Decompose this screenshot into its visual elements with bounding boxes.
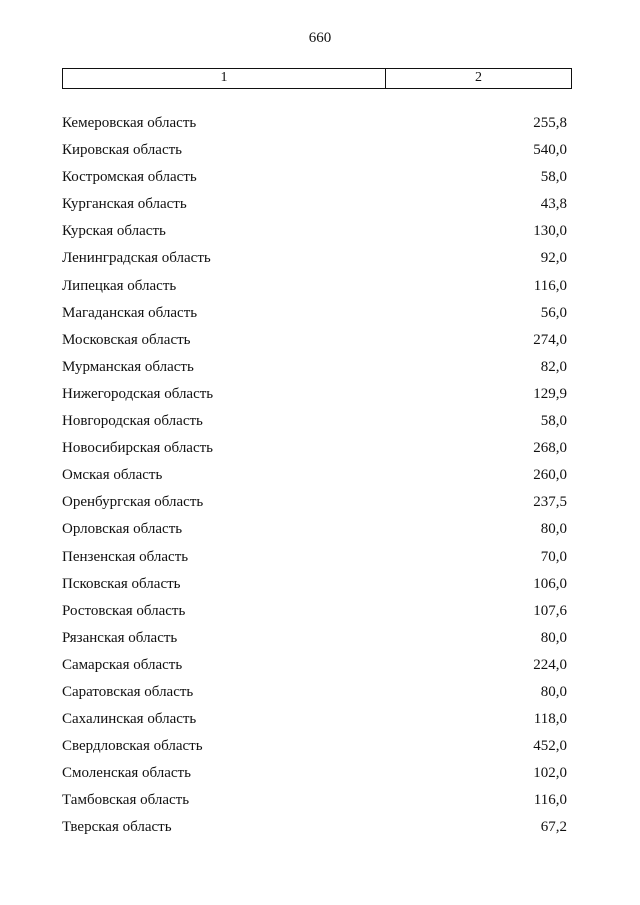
- region-value: 92,0: [540, 250, 567, 267]
- table-row: [62, 303, 567, 330]
- region-value: 58,0: [540, 413, 567, 430]
- region-name: Свердловская область: [62, 738, 203, 755]
- region-value: 56,0: [540, 304, 567, 321]
- region-name: Магаданская область: [62, 304, 198, 321]
- table-row: [62, 194, 567, 221]
- region-value: 540,0: [533, 142, 567, 159]
- region-name: Московская область: [62, 331, 191, 348]
- table-row: [62, 411, 567, 438]
- region-value: 107,6: [533, 602, 567, 619]
- table-row: [62, 492, 567, 519]
- column-header-2: 2: [475, 70, 482, 85]
- region-name: Мурманская область: [62, 358, 194, 375]
- table-row: [62, 736, 567, 763]
- region-name: Новосибирская область: [62, 440, 214, 457]
- region-value: 43,8: [540, 196, 567, 213]
- region-value: 129,9: [533, 385, 567, 402]
- region-value: 80,0: [540, 521, 567, 538]
- table-row: [62, 763, 567, 790]
- region-name: Кемеровская область: [62, 115, 197, 131]
- region-name: Рязанская область: [62, 629, 178, 646]
- table-row: [62, 438, 567, 465]
- region-value: 80,0: [540, 683, 567, 700]
- page-number: 660: [308, 30, 332, 46]
- region-value: 102,0: [533, 765, 567, 782]
- region-value: 268,0: [533, 440, 567, 457]
- region-value: 70,0: [540, 548, 567, 565]
- region-name: Ленинградская область: [62, 250, 211, 267]
- region-value: 130,0: [533, 223, 567, 240]
- region-value: 260,0: [533, 467, 567, 484]
- region-value: 82,0: [540, 358, 567, 375]
- table-header: [62, 68, 572, 89]
- region-name: Смоленская область: [62, 765, 191, 782]
- table-row: [62, 574, 567, 601]
- table-row: [62, 790, 567, 817]
- region-list: [62, 113, 567, 845]
- region-name: Ростовская область: [62, 602, 186, 619]
- region-name: Нижегородская область: [62, 385, 214, 402]
- table-row: [62, 140, 567, 167]
- region-value: 80,0: [540, 629, 567, 646]
- table-row: [62, 817, 567, 844]
- region-name: Псковская область: [62, 575, 181, 592]
- table-row: [62, 384, 567, 411]
- table-row: [62, 628, 567, 655]
- table-row: [62, 655, 567, 682]
- region-name: Сахалинская область: [62, 711, 197, 728]
- region-value: 274,0: [533, 331, 567, 348]
- table-row: [62, 248, 567, 275]
- table-row: [62, 709, 567, 736]
- table-row: [62, 465, 567, 492]
- region-value: 116,0: [533, 792, 567, 809]
- region-name: Пензенская область: [62, 548, 189, 565]
- region-name: Липецкая область: [62, 277, 177, 294]
- table-row: [62, 113, 567, 140]
- column-header-1: 1: [63, 69, 386, 88]
- table-row: [62, 519, 567, 546]
- region-value: 452,0: [533, 738, 567, 755]
- region-name: Саратовская область: [62, 683, 194, 700]
- region-name: Курская область: [62, 223, 166, 240]
- region-value: 237,5: [533, 494, 567, 511]
- region-value: 118,0: [533, 711, 567, 728]
- region-name: Тверская область: [62, 819, 172, 836]
- region-name: Костромская область: [62, 169, 197, 186]
- region-value: 255,8: [533, 115, 567, 131]
- region-name: Новгородская область: [62, 413, 203, 430]
- table-row: [62, 682, 567, 709]
- table-row: [62, 547, 567, 574]
- region-name: Омская область: [62, 467, 163, 484]
- table-row: [62, 276, 567, 303]
- region-value: 67,2: [540, 819, 567, 836]
- table-row: [62, 167, 567, 194]
- region-value: 224,0: [533, 656, 567, 673]
- table-row: [62, 601, 567, 628]
- region-name: Тамбовская область: [62, 792, 190, 809]
- table-row: [62, 330, 567, 357]
- region-name: Кировская область: [62, 142, 183, 159]
- table-row: [62, 221, 567, 248]
- region-name: Орловская область: [62, 521, 183, 538]
- region-value: 106,0: [533, 575, 567, 592]
- region-value: 116,0: [533, 277, 567, 294]
- region-name: Самарская область: [62, 656, 183, 673]
- region-name: Оренбургская область: [62, 494, 204, 511]
- table-row: [62, 357, 567, 384]
- region-value: 58,0: [540, 169, 567, 186]
- region-name: Курганская область: [62, 196, 187, 213]
